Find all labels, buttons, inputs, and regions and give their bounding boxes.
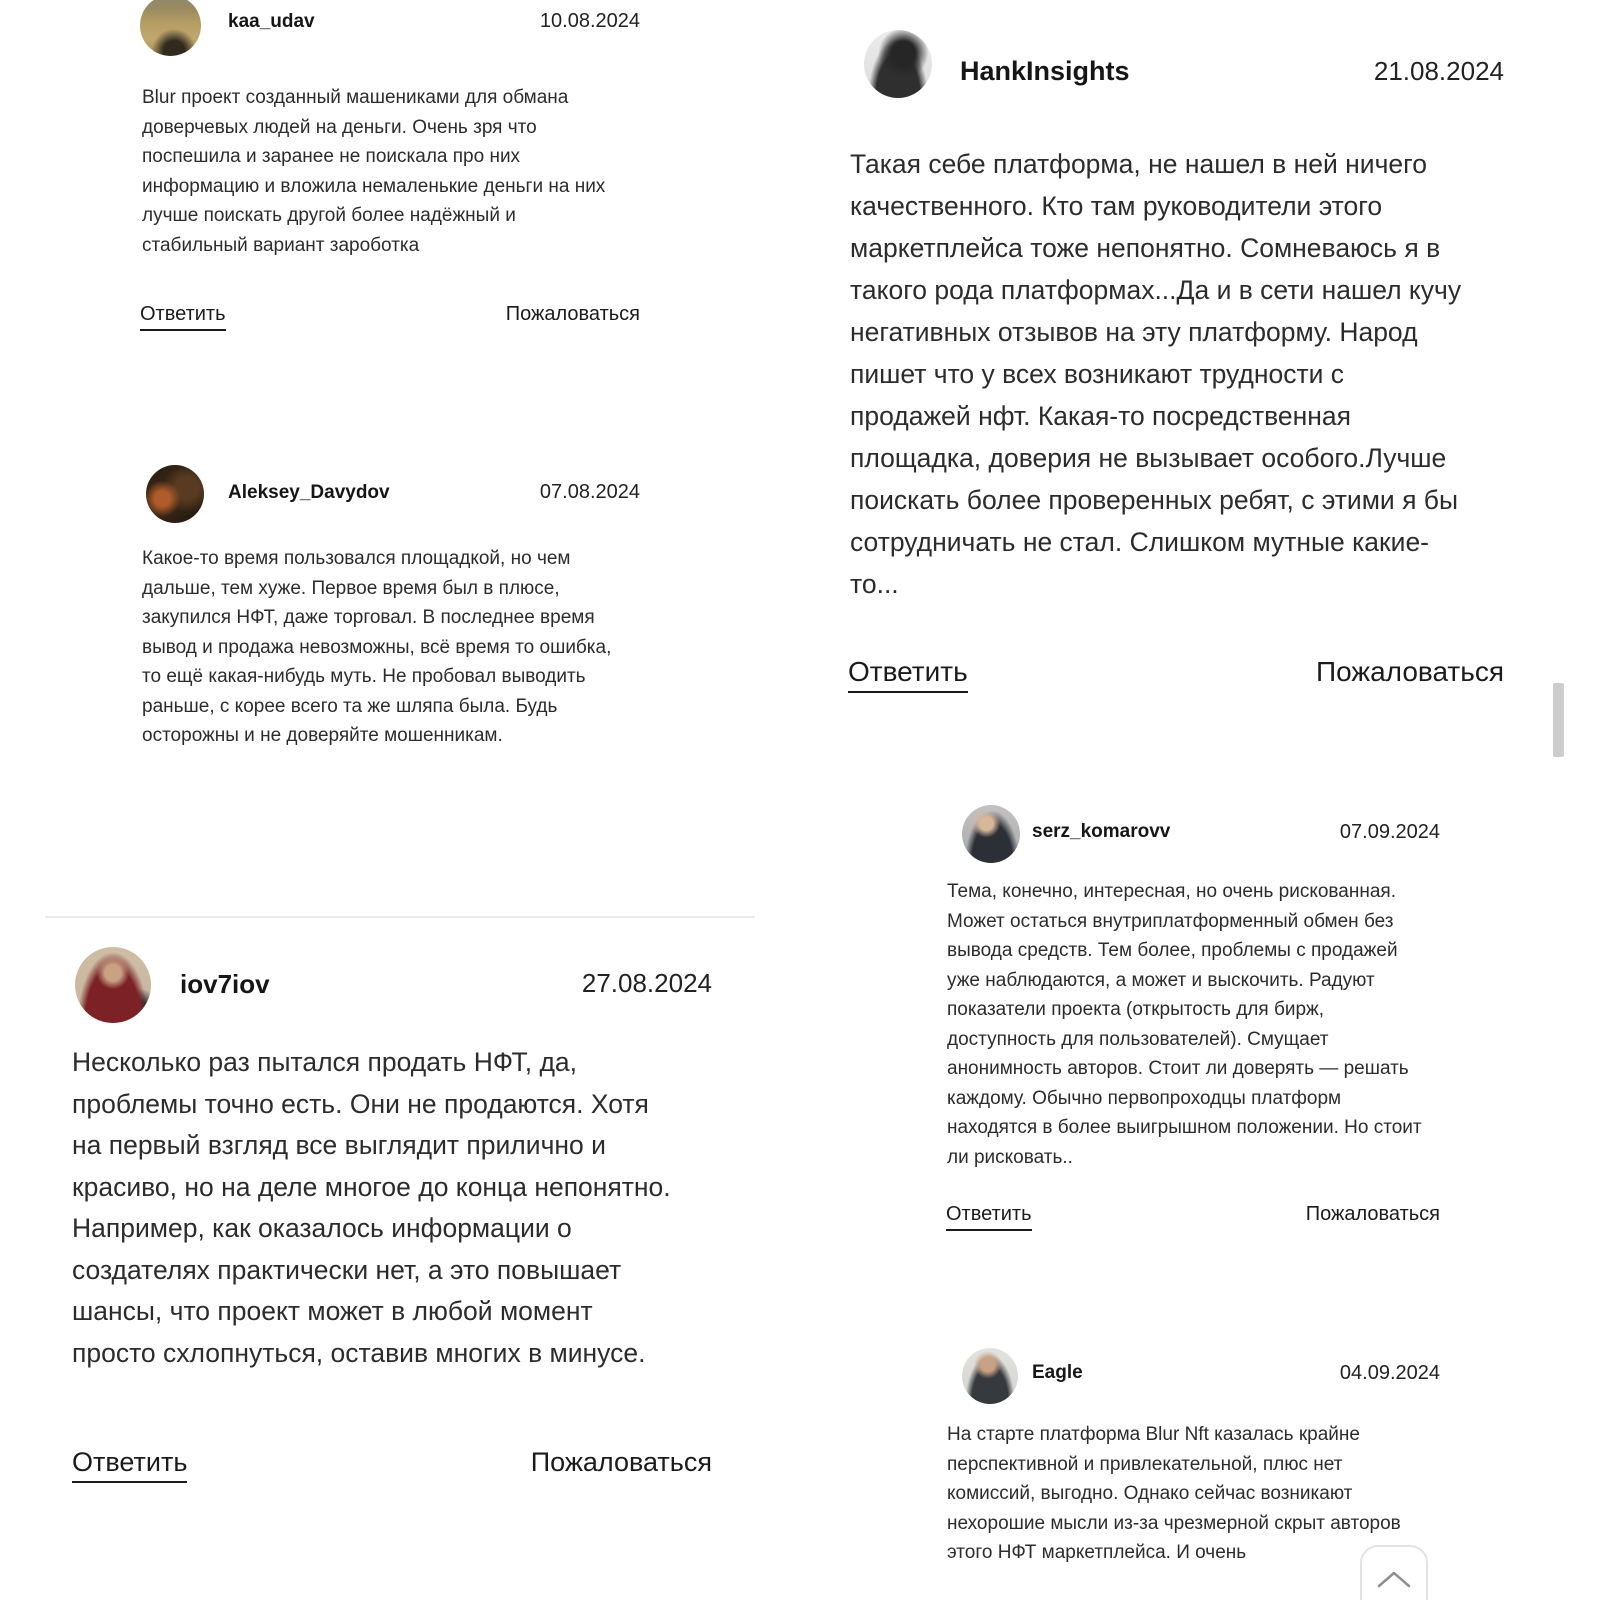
comment-text: Blur проект созданный машениками для обмана доверчевых людей на деньги. Очень зря что поспешила и заранее не поискала про них информацию и вложила немаленькие деньги на них лучше поискать другой более надёжный и стабильный вариант зароботка — [142, 87, 606, 256]
username: HankInsights — [960, 56, 1130, 86]
report-link[interactable]: Пожаловаться — [1305, 1203, 1440, 1225]
username: iov7iov — [180, 969, 270, 999]
avatar — [864, 30, 932, 98]
comment-actions — [848, 656, 1504, 693]
avatar — [140, 0, 201, 56]
comment-date: 07.08.2024 — [539, 481, 640, 503]
comment-text: Такая себе платформа, не нашел в ней ничего качественного. Кто там руководители этого маркетплейса тоже непонятно. Сомневаюсь я в такого рода платформах...Да и в сети нашел кучу негативных отзывов на эту платформу. Народ пишет что у всех возникают трудности с продажей нфт. Какая-то посредственная площадка, доверия не вызывает особого.Лучше поискать более проверенных ребят, с этими я бы сотрудничать не стал. Слишком мутные какие-то... — [850, 149, 1462, 599]
reply-link[interactable]: Ответить — [72, 1447, 187, 1483]
avatar — [962, 1348, 1018, 1404]
chevron-up-icon — [1376, 1569, 1412, 1589]
avatar — [962, 805, 1020, 863]
scrollbar-thumb[interactable] — [1553, 683, 1564, 757]
comment-text: Несколько раз пытался продать НФТ, да, проблемы точно есть. Они не продаются. Хотя на первый взгляд все выглядит прилично и красиво, но на деле многое до конца непонятно. Например, как оказалось информации о создателях практически нет, а это повышает шансы, что проект может в любой момент просто схлопнуться, оставив многих в минусе. — [72, 1047, 671, 1368]
comment-text: Какое-то время пользовался площадкой, но чем дальше, тем хуже. Первое время был в плюсе, закупился НФТ, даже торговал. В последнее время вывод и продажа невозможны, всё время то ошибка, то ещё какая-нибудь муть. Не пробовал выводить раньше, с корее всего та же шляпа была. Будь осторожны и не доверяйте мошенникам. — [142, 548, 612, 746]
report-link[interactable]: Пожаловаться — [505, 303, 640, 325]
comment-date: 10.08.2024 — [539, 10, 640, 32]
comment-card — [140, 458, 640, 798]
comment-actions — [72, 1447, 712, 1483]
avatar — [146, 465, 204, 523]
comment-text: На старте платформа Blur Nft казалась крайне перспективной и привлекательной, плюс нет комиссий, выгодно. Однако сейчас возникают нехорошие мысли из-за чрезмерной скрыт авторов этого НФТ маркетплейса. И очень — [947, 1424, 1401, 1563]
comment-card — [140, 0, 640, 345]
username: kaa_udav — [228, 11, 315, 32]
comments-divider — [45, 916, 755, 918]
avatar — [75, 947, 151, 1023]
report-link[interactable]: Пожаловаться — [530, 1447, 712, 1477]
comment-date: 21.08.2024 — [1373, 56, 1504, 86]
comment-date: 04.09.2024 — [1339, 1362, 1440, 1384]
username: Aleksey_Davydov — [228, 482, 390, 503]
comment-card — [946, 805, 1440, 1245]
reply-link[interactable]: Ответить — [848, 656, 968, 693]
username: serz_komarovv — [1032, 821, 1171, 842]
username: Eagle — [1032, 1362, 1083, 1383]
reply-link[interactable]: Ответить — [946, 1203, 1032, 1231]
comment-card — [72, 947, 712, 1507]
comment-actions — [140, 303, 640, 331]
reply-link[interactable]: Ответить — [140, 303, 226, 331]
comment-date: 27.08.2024 — [581, 968, 712, 998]
comment-date: 07.09.2024 — [1339, 821, 1440, 843]
comment-text: Тема, конечно, интересная, но очень рискованная. Может остаться внутриплатформенный обмен без вывода средств. Тем более, проблемы с продажей уже наблюдаются, а может и выскочить. Радуют показатели проекта (открытость для бирж, доступность для пользователей). Смущает анонимность авторов. Стоит ли доверять — решать каждому. Обычно первопроходцы платформ находятся в более выигрышном положении. Но стоит ли рисковать.. — [947, 881, 1422, 1168]
report-link[interactable]: Пожаловаться — [1315, 656, 1504, 687]
scroll-to-top-button[interactable] — [1360, 1545, 1428, 1600]
comment-card — [848, 28, 1504, 718]
comment-actions — [946, 1203, 1440, 1231]
